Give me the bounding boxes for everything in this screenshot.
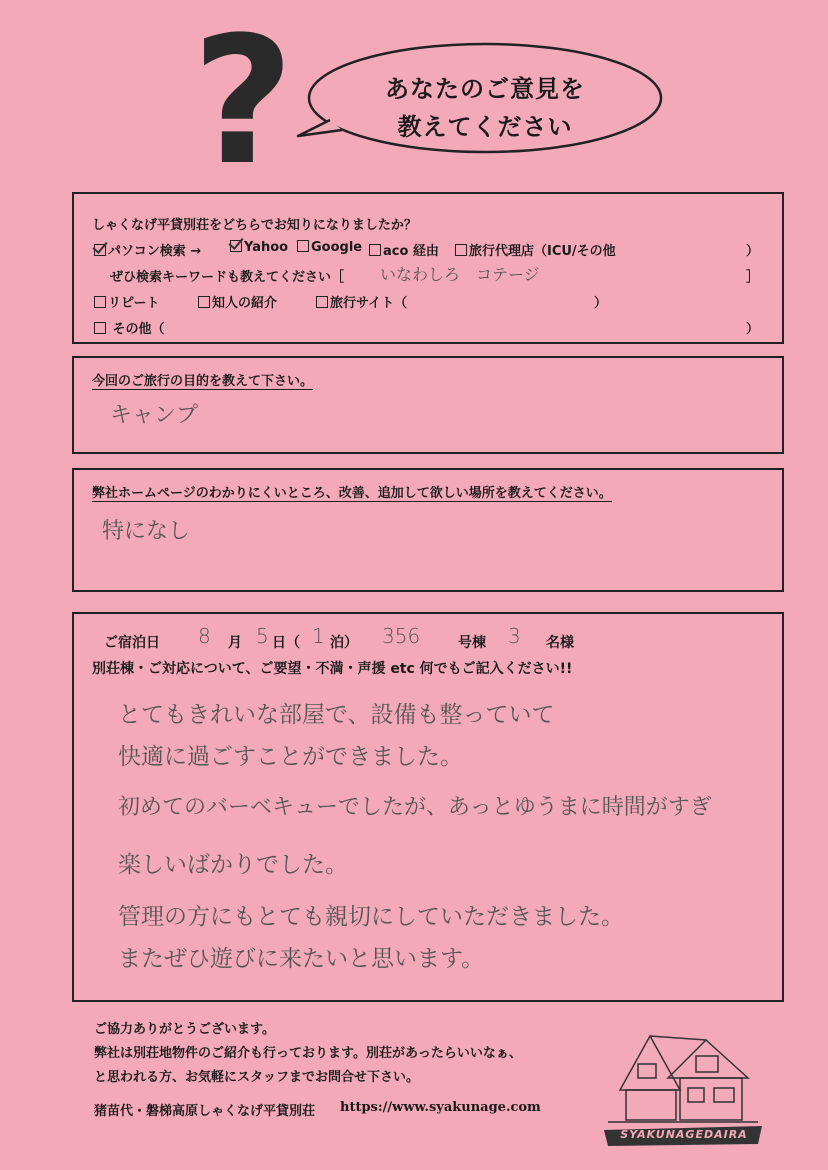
option-other[interactable] xyxy=(94,318,165,337)
website-answer[interactable]: 特になし xyxy=(102,519,191,544)
stay-date-label: ご宿泊日 xyxy=(104,635,160,651)
house-logo xyxy=(598,1018,768,1148)
stay-month-label: 月 xyxy=(228,635,242,651)
purpose-question: 今回のご旅行の目的を教えて下さい。 xyxy=(92,370,313,390)
travel-site-checkbox[interactable] xyxy=(316,296,328,308)
other-checkbox[interactable] xyxy=(94,322,106,334)
comment-line-6[interactable]: またぜひ遊びに来たいと思います。 xyxy=(118,946,485,972)
option-agency[interactable] xyxy=(455,240,616,259)
bubble-line-1: あなたのご意見を xyxy=(385,75,585,103)
comment-line-3[interactable]: 初めてのバーベキューでしたが、あっとゆうまに時間がすぎ xyxy=(118,795,712,820)
google-label: Google xyxy=(311,240,363,255)
speech-bubble-text xyxy=(350,70,620,146)
company-name: 猪苗代・磐梯高原しゃくなげ平貸別荘 xyxy=(94,1104,316,1119)
logo-text: SYAKUNAGEDAIRA xyxy=(620,1128,748,1141)
footer-line-3: と思われる方、お気軽にスタッフまでお問合せ下さい。 xyxy=(94,1070,420,1085)
source-question: しゃくなげ平貸別荘をどちらでお知りになりましたか？ xyxy=(92,218,417,233)
travel-site-close-paren: ） xyxy=(594,296,608,311)
repeat-checkbox[interactable] xyxy=(94,296,106,308)
agency-close-paren: ） xyxy=(746,244,760,259)
comment-instruction: 別荘棟・ご対応について、ご要望・不満・声援 etc 何でもご記入ください!! xyxy=(92,661,573,677)
website-url[interactable]: https://www.syakunage.com xyxy=(340,1100,541,1115)
building-number-value[interactable]: 356 xyxy=(382,624,421,648)
building-number-label: 号棟 xyxy=(458,635,486,651)
purpose-answer[interactable]: キャンプ xyxy=(110,403,199,428)
option-friend[interactable] xyxy=(198,292,277,311)
aco-checkbox[interactable] xyxy=(369,244,381,256)
stay-month-value[interactable]: 8 xyxy=(198,624,211,648)
comment-line-2[interactable]: 快適に過ごすことができました。 xyxy=(118,744,463,770)
guests-label: 名様 xyxy=(546,635,574,651)
stay-nights-label: 泊） xyxy=(330,635,358,651)
comment-line-1[interactable]: とてもきれいな部屋で、設備も整っていて xyxy=(118,702,555,728)
friend-label: 知人の紹介 xyxy=(212,296,278,311)
other-close-paren: ） xyxy=(746,322,760,337)
bubble-line-2: 教えてください xyxy=(397,113,573,141)
google-checkbox[interactable] xyxy=(297,240,309,252)
option-pc-search[interactable] xyxy=(94,240,201,259)
keyword-value[interactable]: いなわしろ コテージ xyxy=(380,265,540,284)
question-mark-graphic: ? xyxy=(191,0,295,204)
comment-line-4[interactable]: 楽しいばかりでした。 xyxy=(118,852,348,878)
footer-line-2: 弊社は別荘地物件のご紹介も行っております。別荘があったらいいなぁ、 xyxy=(94,1046,522,1061)
website-question: 弊社ホームページのわかりにくいところ、改善、追加して欲しい場所を教えてください。 xyxy=(92,482,612,502)
option-aco[interactable] xyxy=(369,240,439,259)
keyword-label: ぜひ検索キーワードも教えてください［ xyxy=(110,270,345,285)
option-repeat[interactable] xyxy=(94,292,159,311)
comment-line-5[interactable]: 管理の方にもとても親切にしていただきました。 xyxy=(118,904,624,930)
yahoo-checkbox[interactable] xyxy=(230,240,242,252)
option-travel-site[interactable] xyxy=(316,292,407,311)
stay-day-label: 日（ xyxy=(272,635,300,651)
stay-day-value[interactable]: 5 xyxy=(256,624,269,648)
friend-checkbox[interactable] xyxy=(198,296,210,308)
pc-search-label: パソコン検索 → xyxy=(108,244,202,259)
travel-site-label: 旅行サイト（ xyxy=(330,296,408,311)
aco-label: aco 経由 xyxy=(383,244,439,259)
repeat-label: リピート xyxy=(108,296,160,311)
agency-label: 旅行代理店（ICU/その他 xyxy=(469,244,616,259)
guests-value[interactable]: 3 xyxy=(508,624,521,648)
option-yahoo[interactable] xyxy=(230,240,288,255)
pc-search-checkbox[interactable] xyxy=(94,244,106,256)
thanks-text: ご協力ありがとうございます。 xyxy=(94,1022,275,1037)
agency-checkbox[interactable] xyxy=(455,244,467,256)
stay-nights-value[interactable]: 1 xyxy=(312,624,325,648)
other-label: その他（ xyxy=(112,322,165,337)
yahoo-label: Yahoo xyxy=(244,240,289,255)
option-google[interactable] xyxy=(297,240,362,255)
keyword-close-bracket: ］ xyxy=(746,270,760,285)
